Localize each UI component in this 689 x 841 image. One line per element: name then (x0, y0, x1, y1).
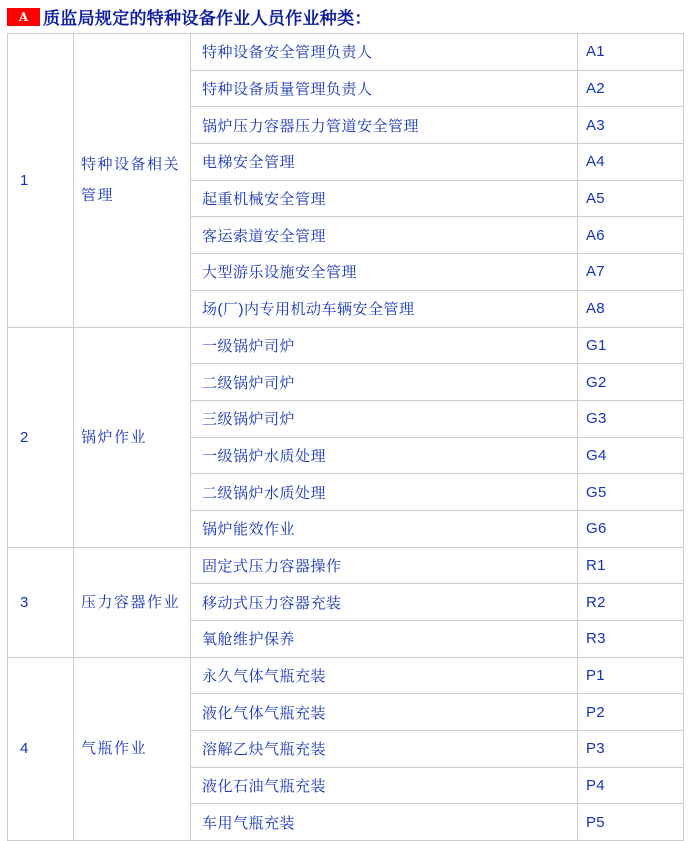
table-row (8, 657, 684, 694)
job-name-cell: 一级锅炉司炉 (191, 327, 578, 364)
job-code-cell: G2 (578, 364, 684, 401)
job-code-cell: R1 (578, 547, 684, 584)
job-name-cell: 锅炉压力容器压力管道安全管理 (191, 107, 578, 144)
job-code-cell: G1 (578, 327, 684, 364)
job-name-cell: 二级锅炉水质处理 (191, 474, 578, 511)
job-name-cell: 特种设备安全管理负责人 (191, 34, 578, 71)
table-row (8, 547, 684, 584)
job-name-cell: 液化石油气瓶充装 (191, 767, 578, 804)
table-row (8, 34, 684, 71)
page-title: 质监局规定的特种设备作业人员作业种类： (43, 9, 372, 28)
job-name-cell: 二级锅炉司炉 (191, 364, 578, 401)
job-code-cell: G6 (578, 510, 684, 547)
job-code-cell: A2 (578, 70, 684, 107)
section-category: 压力容器作业 (74, 547, 191, 657)
job-name-cell: 固定式压力容器操作 (191, 547, 578, 584)
job-code-cell: R2 (578, 584, 684, 621)
job-name-cell: 场(厂)内专用机动车辆安全管理 (191, 290, 578, 327)
job-name-cell: 电梯安全管理 (191, 144, 578, 181)
section-letter-badge: A (7, 8, 40, 26)
job-name-cell: 客运索道安全管理 (191, 217, 578, 254)
job-name-cell: 特种设备质量管理负责人 (191, 70, 578, 107)
section-number: 3 (8, 547, 74, 657)
section-number: 1 (8, 34, 74, 328)
job-code-cell: G5 (578, 474, 684, 511)
job-name-cell: 车用气瓶充装 (191, 804, 578, 841)
job-name-cell: 起重机械安全管理 (191, 180, 578, 217)
job-code-cell: A3 (578, 107, 684, 144)
section-number: 2 (8, 327, 74, 547)
table-body (8, 34, 684, 841)
job-name-cell: 大型游乐设施安全管理 (191, 254, 578, 291)
job-code-cell: A5 (578, 180, 684, 217)
job-code-cell: A1 (578, 34, 684, 71)
job-code-cell: G3 (578, 400, 684, 437)
job-code-cell: P4 (578, 767, 684, 804)
section-category: 特种设备相关管理 (74, 34, 191, 328)
job-name-cell: 永久气体气瓶充装 (191, 657, 578, 694)
job-name-cell: 一级锅炉水质处理 (191, 437, 578, 474)
table-row (8, 327, 684, 364)
job-name-cell: 氧舱维护保养 (191, 621, 578, 658)
job-name-cell: 锅炉能效作业 (191, 510, 578, 547)
job-code-cell: A7 (578, 254, 684, 291)
job-code-cell: A4 (578, 144, 684, 181)
job-code-cell: P3 (578, 731, 684, 768)
job-code-cell: G4 (578, 437, 684, 474)
job-categories-table (7, 33, 684, 841)
job-code-cell: A6 (578, 217, 684, 254)
job-code-cell: P2 (578, 694, 684, 731)
job-code-cell: A8 (578, 290, 684, 327)
job-code-cell: R3 (578, 621, 684, 658)
job-code-cell: P1 (578, 657, 684, 694)
job-code-cell: P5 (578, 804, 684, 841)
section-category: 锅炉作业 (74, 327, 191, 547)
job-name-cell: 溶解乙炔气瓶充装 (191, 731, 578, 768)
section-category: 气瓶作业 (74, 657, 191, 840)
title-bar (0, 0, 689, 33)
section-number: 4 (8, 657, 74, 840)
job-name-cell: 液化气体气瓶充装 (191, 694, 578, 731)
job-name-cell: 三级锅炉司炉 (191, 400, 578, 437)
job-name-cell: 移动式压力容器充装 (191, 584, 578, 621)
